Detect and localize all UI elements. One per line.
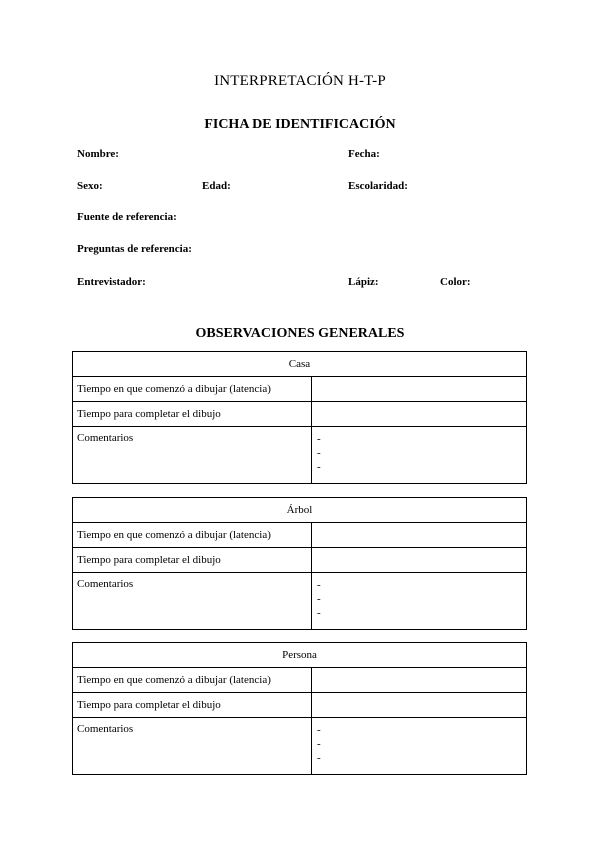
identification-heading: FICHA DE IDENTIFICACIÓN: [204, 117, 396, 132]
observation-table-persona: [72, 642, 527, 775]
field-color-label: Color:: [440, 276, 471, 288]
comment-dash: -: [317, 593, 321, 605]
comment-dash: -: [317, 579, 321, 591]
table-row: [73, 548, 527, 573]
table-row: [73, 693, 527, 718]
comentarios-label: Comentarios: [73, 427, 312, 484]
comment-dash: -: [317, 433, 321, 445]
comentarios-value-cell: [312, 573, 527, 630]
table-row: [73, 668, 527, 693]
field-edad-label: Edad:: [202, 180, 231, 192]
field-entrevistador-label: Entrevistador:: [77, 276, 146, 288]
completar-value-cell: [312, 693, 527, 718]
observation-table-casa: [72, 351, 527, 484]
table-header: Árbol: [73, 498, 527, 523]
latencia-label: Tiempo en que comenzó a dibujar (latencia): [73, 523, 312, 548]
comment-dash: -: [317, 607, 321, 619]
latencia-value-cell: [312, 377, 527, 402]
observation-table-arbol: [72, 497, 527, 630]
latencia-label: Tiempo en que comenzó a dibujar (latencia): [73, 377, 312, 402]
comment-dash: -: [317, 724, 321, 736]
table-header: Persona: [73, 643, 527, 668]
table-row: [73, 573, 527, 630]
completar-value-cell: [312, 402, 527, 427]
comentarios-value-cell: [312, 427, 527, 484]
table-header: Casa: [73, 352, 527, 377]
field-lapiz-label: Lápiz:: [348, 276, 379, 288]
latencia-value-cell: [312, 668, 527, 693]
table-row: [73, 718, 527, 775]
completar-label: Tiempo para completar el dibujo: [73, 548, 312, 573]
table-row: [73, 523, 527, 548]
table-row: [73, 377, 527, 402]
field-fecha-label: Fecha:: [348, 148, 380, 160]
field-preguntas-label: Preguntas de referencia:: [77, 243, 192, 255]
latencia-label: Tiempo en que comenzó a dibujar (latencia): [73, 668, 312, 693]
table-row: [73, 427, 527, 484]
table-row: [73, 402, 527, 427]
completar-value-cell: [312, 548, 527, 573]
field-nombre-label: Nombre:: [77, 148, 119, 160]
comment-dash: -: [317, 447, 321, 459]
completar-label: Tiempo para completar el dibujo: [73, 693, 312, 718]
comentarios-label: Comentarios: [73, 573, 312, 630]
comment-dash: -: [317, 738, 321, 750]
completar-label: Tiempo para completar el dibujo: [73, 402, 312, 427]
comentarios-label: Comentarios: [73, 718, 312, 775]
field-escolaridad-label: Escolaridad:: [348, 180, 408, 192]
observations-heading: OBSERVACIONES GENERALES: [195, 326, 405, 341]
document-title: INTERPRETACIÓN H-T-P: [214, 73, 386, 89]
comentarios-value-cell: [312, 718, 527, 775]
latencia-value-cell: [312, 523, 527, 548]
comment-dash: -: [317, 752, 321, 764]
comment-dash: -: [317, 461, 321, 473]
field-sexo-label: Sexo:: [77, 180, 103, 192]
field-fuente-label: Fuente de referencia:: [77, 211, 177, 223]
